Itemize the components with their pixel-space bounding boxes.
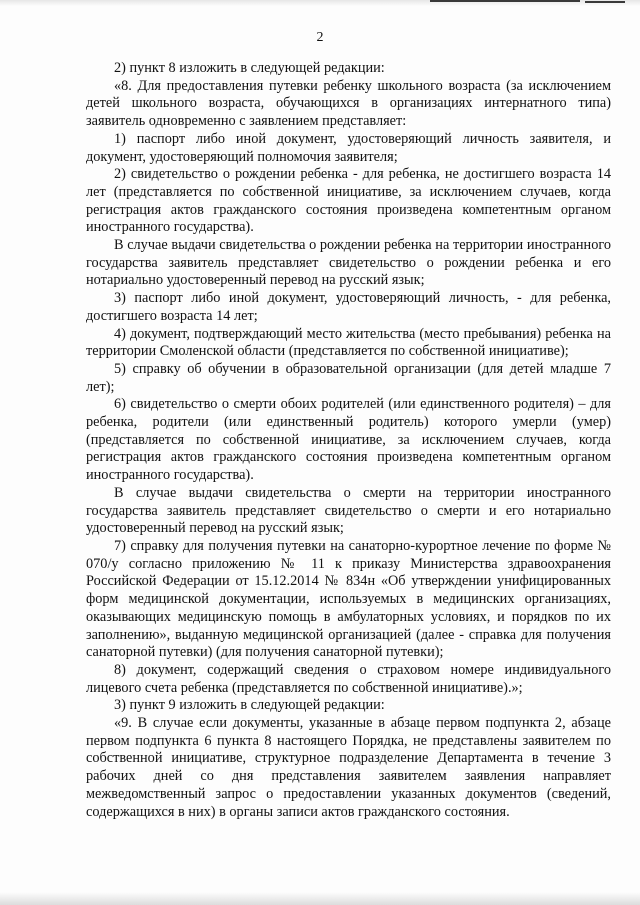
paragraph: 1) паспорт либо иной документ, удостоверяющий личность заявителя, и документ, удостоверяющий полномочия заявителя; xyxy=(86,130,611,165)
page-number: 2 xyxy=(316,30,324,45)
paragraph: 2) свидетельство о рождении ребенка - для ребенка, не достигшего возраста 14 лет (представляется по собственной инициативе, за исключением случаев, когда регистрация актов гражданского состояния произведена компетентным органом иностранного государства). xyxy=(86,166,611,236)
paragraph: «8. Для предоставления путевки ребенку школьного возраста (за исключением детей школьного возраста, обучающихся в организациях интернатного типа) заявитель одновременно с заявлением представляет: xyxy=(86,77,611,130)
paragraph: 4) документ, подтверждающий место жительства (место пребывания) ребенка на территории Смоленской области (представляется по собственной инициативе); xyxy=(86,325,611,360)
paragraph: 3) паспорт либо иной документ, удостоверяющий личность, - для ребенка, достигшего возраста 14 лет; xyxy=(86,290,611,324)
paragraph: «9. В случае если документы, указанные в абзаце первом подпункта 2, абзаце первом подпункта 6 пункта 8 настоящего Порядка, не представлены заявителем по собственной инициативе, структурное подразделение Департамента в течение 3 рабочих дней со дня представления заявителем заявления направляет межведомственный запрос о предоставлении указанных документов (сведений, содержащихся в них) в органы записи актов гражданского состояния. xyxy=(86,715,611,820)
paragraph: 5) справку об обучении в образовательной организации (для детей младше 7 лет); xyxy=(86,360,611,395)
document-body xyxy=(86,60,611,821)
scan-artifact-line xyxy=(585,1,625,3)
scan-artifact-line xyxy=(430,0,580,2)
paragraph: 8) документ, содержащий сведения о страховом номере индивидуального лицевого счета ребенка (представляется по собственной инициативе).»; xyxy=(86,661,611,696)
paragraph: 6) свидетельство о смерти обоих родителей (или единственного родителя) – для ребенка, родители (или единственный родитель) которого умерли (умер) (представляется по собственной инициативе, за исключением случаев, когда регистрация актов гражданского состояния произведена компетентным органом иностранного государства). xyxy=(86,396,611,484)
paragraph: В случае выдачи свидетельства о смерти на территории иностранного государства заявитель представляет свидетельство о смерти и его нотариально удостоверенный перевод на русский язык; xyxy=(86,484,611,537)
scan-edge-bottom xyxy=(0,892,640,905)
paragraph: В случае выдачи свидетельства о рождении ребенка на территории иностранного государства заявитель представляет свидетельство о рождении ребенка и его нотариально удостоверенный перевод на русский язык; xyxy=(86,237,611,289)
paragraph: 7) справку для получения путевки на санаторно-курортное лечение по форме № 070/у согласно приложению № 11 к приказу Министерства здравоохранения Российской Федерации от 15.12.2014 № 834н «Об утверждении унифицированных форм медицинской документации, используемых в медицинских организациях, оказывающих медицинскую помощь в амбулаторных условиях, и порядков по их заполнению», выданную медицинской организацией (далее - справка для получения санаторной путевки) (для получения санаторной путевки); xyxy=(86,537,611,661)
paragraph: 3) пункт 9 изложить в следующей редакции: xyxy=(114,697,385,714)
paragraph: 2) пункт 8 изложить в следующей редакции: xyxy=(114,60,385,76)
